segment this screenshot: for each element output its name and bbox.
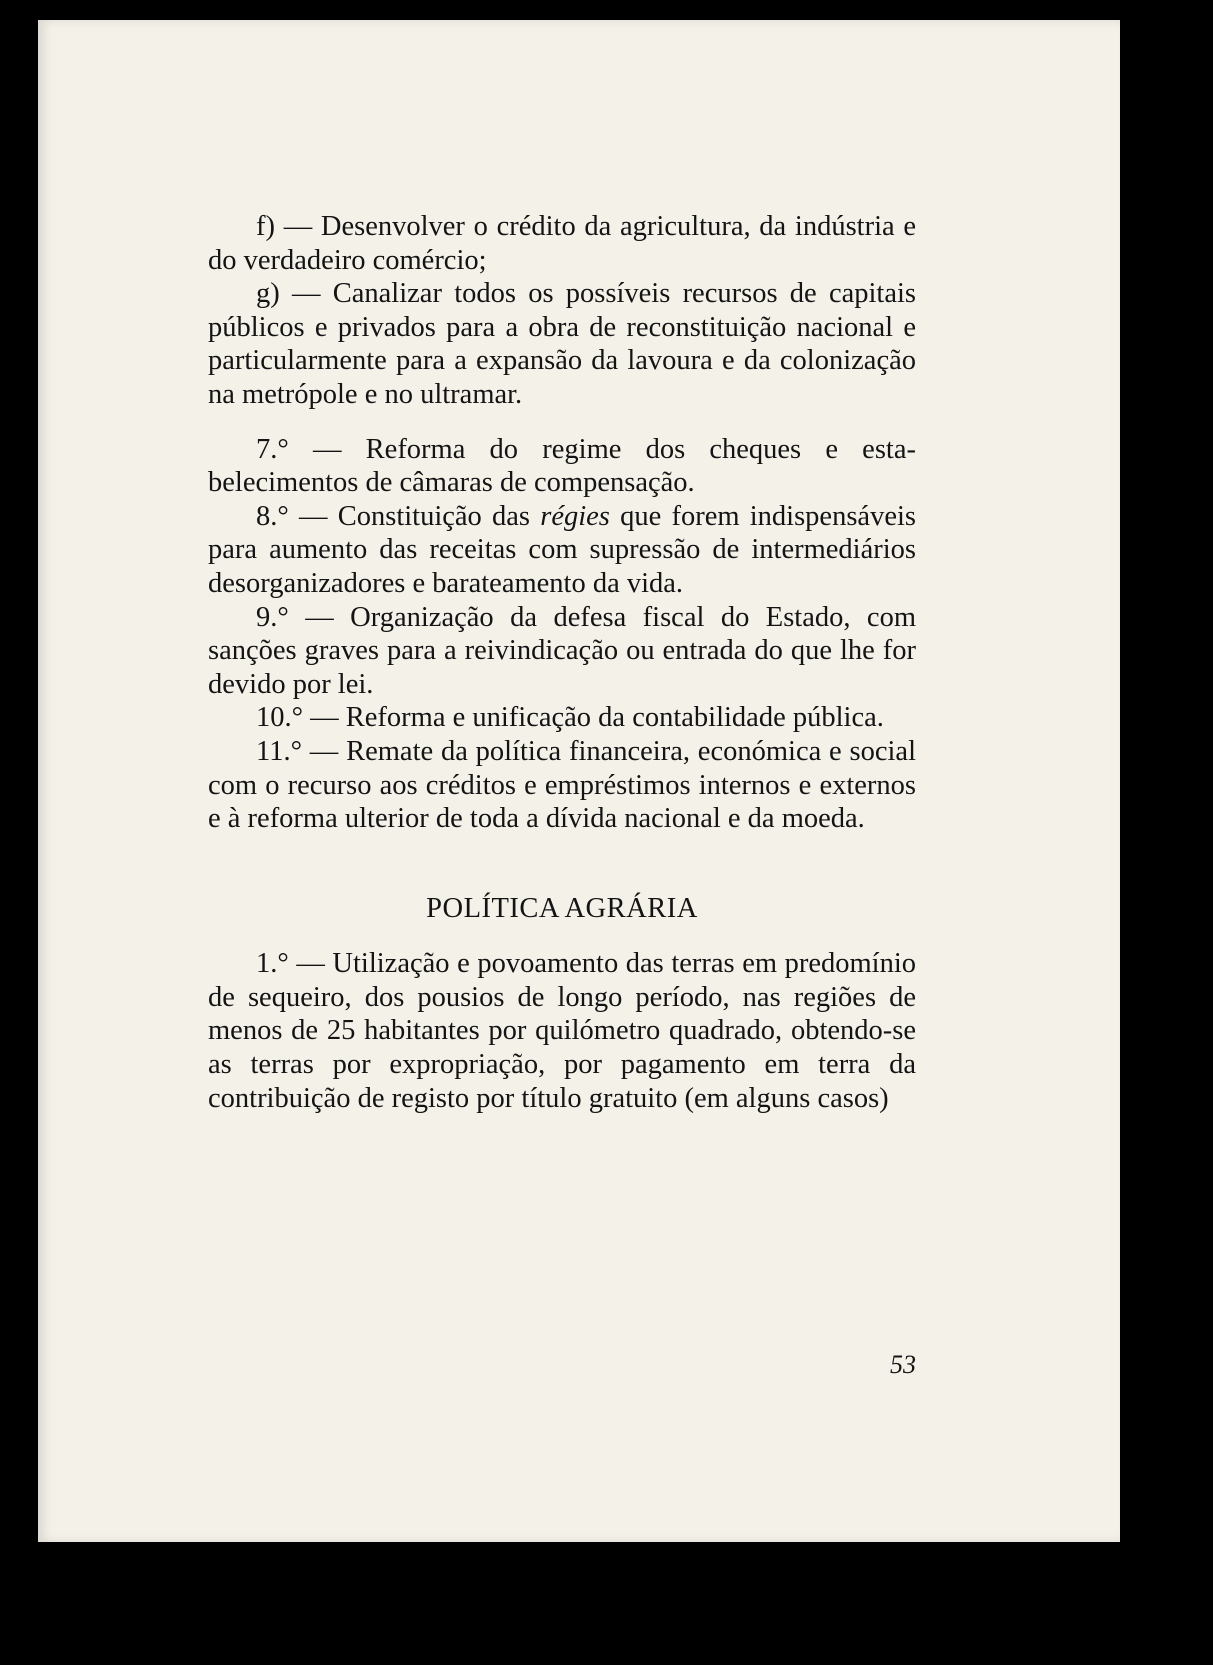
paragraph-item-11: 11.° — Remate da política financeira, económica e social com o recurso aos créditos e empréstimos internos e externos e à reforma ulterior de toda a dívida nacional e da moeda. [208,735,916,835]
page-body [208,210,916,1115]
agrarian-item-1: 1.° — Utilização e povoamento das terras em predomínio de sequeiro, dos pousios de longo período, nas regiões de menos de 25 habitantes por quilómetro quadrado, obtendo-se as terras por expropriação, por pagamento em terra da contribuição de registo por título gratuito (em alguns casos) [208,948,916,1114]
paragraph-item-10: 10.° — Reforma e unificação da contabilidade pública. [256,702,884,734]
book-page [38,20,1120,1542]
paragraph-item-f: f) — Desenvolver o crédito da agricultura, da indústria e do verdadeiro comércio; [208,211,916,276]
paragraph-item-8-rest: que forem indispensáveis para aumento das receitas com supressão de intermediários desorganizadores e barateamento da vida. [208,500,916,599]
paragraph-item-9: 9.° — Organização da defesa fiscal do Estado, com sanções graves para a reivindicação ou entrada do que lhe for devido por lei. [208,601,916,700]
paragraph-item-8-lead: 8.° — Constituição das [256,500,541,532]
section-title: POLÍTICA AGRÁRIA [426,892,698,924]
page-number: 53 [890,1350,916,1379]
paragraph-item-8 [208,500,916,601]
emphasized-term-regies: régies [540,500,610,532]
paragraph-item-g: g) — Canalizar todos os possíveis recursos de capitais públicos e privados para a obra de reconstituição nacional e particularmente para a expansão da lavoura e da colonização na metrópole e no ultramar. [208,278,916,410]
paragraph-item-7: 7.° — Reforma do regime dos cheques e estabelecimentos de câmaras de compensação. [208,433,916,499]
